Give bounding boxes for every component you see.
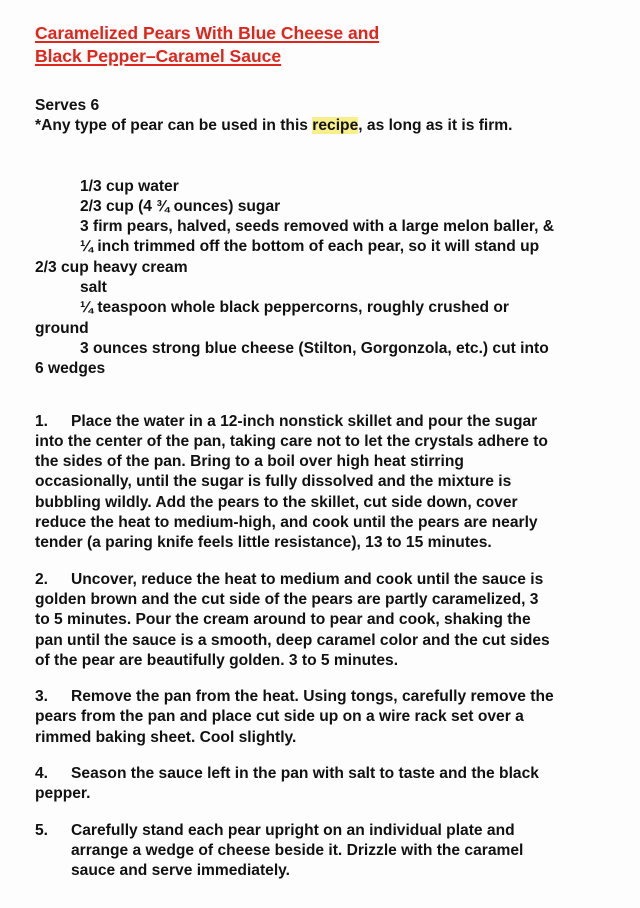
recipe-body [35, 96, 635, 882]
step-line: Uncover, reduce the heat to medium and cook until the sauce is [71, 570, 544, 588]
step-line: reduce the heat to medium-high, and cook until the pears are nearly [35, 514, 538, 532]
note-highlight: recipe [312, 117, 359, 135]
note-before: *Any type of pear can be used in this [35, 117, 313, 135]
step-number: 5. [35, 821, 49, 839]
note-after: , as long as it is firm. [358, 117, 513, 135]
step-line: pears from the pan and place cut side up on a wire rack set over a [35, 708, 524, 726]
title-line-2: Black Pepper–Caramel Sauce [35, 46, 282, 66]
step-4 [35, 764, 635, 805]
step-number: 1. [35, 412, 49, 430]
step-number: 3. [35, 688, 49, 706]
recipe-title [35, 22, 379, 68]
step-1 [35, 412, 635, 554]
step-number: 4. [35, 765, 49, 783]
step-line: into the center of the pan, taking care not to let the crystals adhere to [35, 432, 548, 450]
step-line: of the pear are beautifully golden. 3 to 5 minutes. [35, 651, 399, 669]
title-line-1: Caramelized Pears With Blue Cheese and [35, 23, 380, 43]
step-line: Place the water in a 12-inch nonstick skillet and pour the sugar [71, 412, 538, 430]
serves-text: Serves 6 [35, 97, 100, 114]
ingredient-cheese-cont: 6 wedges [35, 360, 106, 378]
step-number: 2. [35, 570, 49, 588]
ingredient-sugar: 2/3 cup (4 ¾ ounces) sugar [80, 197, 281, 215]
step-line: Remove the pan from the heat. Using tongs, carefully remove the [71, 688, 554, 706]
ingredient-cream: 2/3 cup heavy cream [35, 258, 188, 276]
step-line: to 5 minutes. Pour the cream around to pear and cook, shaking the [35, 611, 531, 629]
step-line: sauce and serve immediately. [71, 862, 291, 880]
ingredient-pears-cont: ¼ inch trimmed off the bottom of each pear, so it will stand up [80, 238, 540, 256]
recipe-note [35, 116, 635, 136]
step-5 [35, 821, 635, 882]
step-line: tender (a paring knife feels little resistance), 13 to 15 minutes. [35, 534, 492, 552]
step-line: pepper. [35, 785, 91, 803]
step-line: arrange a wedge of cheese beside it. Drizzle with the caramel [71, 841, 524, 859]
step-line: golden brown and the cut side of the pears are partly caramelized, 3 [35, 590, 539, 608]
ingredient-salt: salt [80, 279, 107, 297]
ingredient-cheese: 3 ounces strong blue cheese (Stilton, Gorgonzola, etc.) cut into [80, 339, 549, 357]
step-line: Carefully stand each pear upright on an individual plate and [71, 821, 515, 839]
ingredient-list [35, 177, 635, 380]
step-line: rimmed baking sheet. Cool slightly. [35, 728, 297, 746]
ingredient-water: 1/3 cup water [80, 177, 179, 195]
step-line: pan until the sauce is a smooth, deep caramel color and the cut sides [35, 631, 550, 649]
step-3 [35, 687, 635, 748]
step-line: occasionally, until the sugar is fully dissolved and the mixture is [35, 473, 512, 491]
ingredient-pears: 3 firm pears, halved, seeds removed with a large melon baller, & [80, 218, 555, 236]
step-line: the sides of the pan. Bring to a boil over high heat stirring [35, 453, 464, 471]
ingredient-pepper-cont: ground [35, 319, 89, 337]
step-line: Season the sauce left in the pan with salt to taste and the black [71, 765, 539, 783]
step-line: bubbling wildly. Add the pears to the skillet, cut side down, cover [35, 493, 518, 511]
ingredient-pepper: ¼ teaspoon whole black peppercorns, roughly crushed or [80, 299, 509, 317]
step-2 [35, 570, 635, 671]
